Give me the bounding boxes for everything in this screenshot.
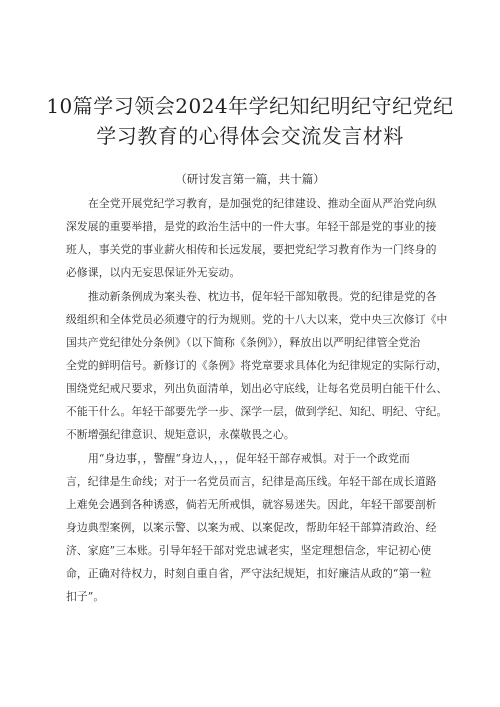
paragraph-line: 国共产党纪律处分条例》（以下简称《条例》），释放出以严明纪律管全党治 <box>66 336 421 349</box>
paragraph-line: 在全党开展党纪学习教育，是加强党的纪律建设、推动全面从严治党向纵 <box>88 197 437 210</box>
paragraph-line: 全党的鲜明信号。新修订的《条例》将党章要求具体化为纪律规定的实际行动， <box>66 359 448 372</box>
paragraph-line: 深发展的重要举措，是党的政治生活中的一件大事。年轻干部是党的事业的接 <box>66 220 437 233</box>
paragraph-line: 济、家庭”三本账。引导年轻干部对党忠诚老实，坚定理想信念，牢记初心使 <box>66 544 432 557</box>
paragraph-line: 扣子”。 <box>66 590 105 603</box>
paragraph-line: 围绕党纪戒尺要求，列出负面清单，划出必守底线，让每名党员明白能干什么、 <box>66 382 448 395</box>
document-title-line-1: 10篇学习领会2024年学纪知纪明纪守纪党纪 <box>46 94 454 118</box>
document-subtitle: （研讨发言第一篇，共十篇） <box>175 172 325 186</box>
paragraph-line: 身边典型案例，以案示警、以案为戒、以案促改，帮助年轻干部算清政治、经 <box>66 521 437 534</box>
paragraph-line: 命，正确对待权力，时刻自重自省，严守法纪规矩，扣好廉洁从政的“第一粒 <box>66 567 432 580</box>
paragraph-line: 推动新条例成为案头卷、枕边书，促年轻干部知敬畏。党的纪律是党的各 <box>88 290 437 303</box>
paragraph-line: 用“身边事，，警醒“身边人，，，促年轻干部存戒惧。对于一个政党而 <box>88 452 410 465</box>
paragraph-line: 班人，事关党的事业薪火相传和长远发展，要把党纪学习教育作为一门终身的 <box>66 243 437 256</box>
paragraph-line: 级组织和全体党员必须遵守的行为规则。党的十八大以来，党中央三次修订《中 <box>66 313 448 326</box>
paragraph-line: 不能干什么。年轻干部要先学一步、深学一层，做到学纪、知纪、明纪、守纪。 <box>66 405 448 418</box>
paragraph-line: 必修课，以内无妄思保证外无妄动。 <box>66 266 241 279</box>
paragraph-line: 不断增强纪律意识、规矩意识，永葆敬畏之心。 <box>66 428 295 441</box>
paragraph-line: 言，纪律是生命线；对于一名党员而言，纪律是高压线。年轻干部在成长道路 <box>66 475 437 488</box>
document-title-line-2: 学习教育的心得体会交流发言材料 <box>96 124 404 148</box>
paragraph-1 <box>66 192 436 284</box>
paragraph-2 <box>66 285 448 446</box>
paragraph-line: 上难免会遇到各种诱惑，倘若无所戒惧，就容易迷失。因此，年轻干部要剖析 <box>66 498 437 511</box>
paragraph-3 <box>66 447 436 608</box>
